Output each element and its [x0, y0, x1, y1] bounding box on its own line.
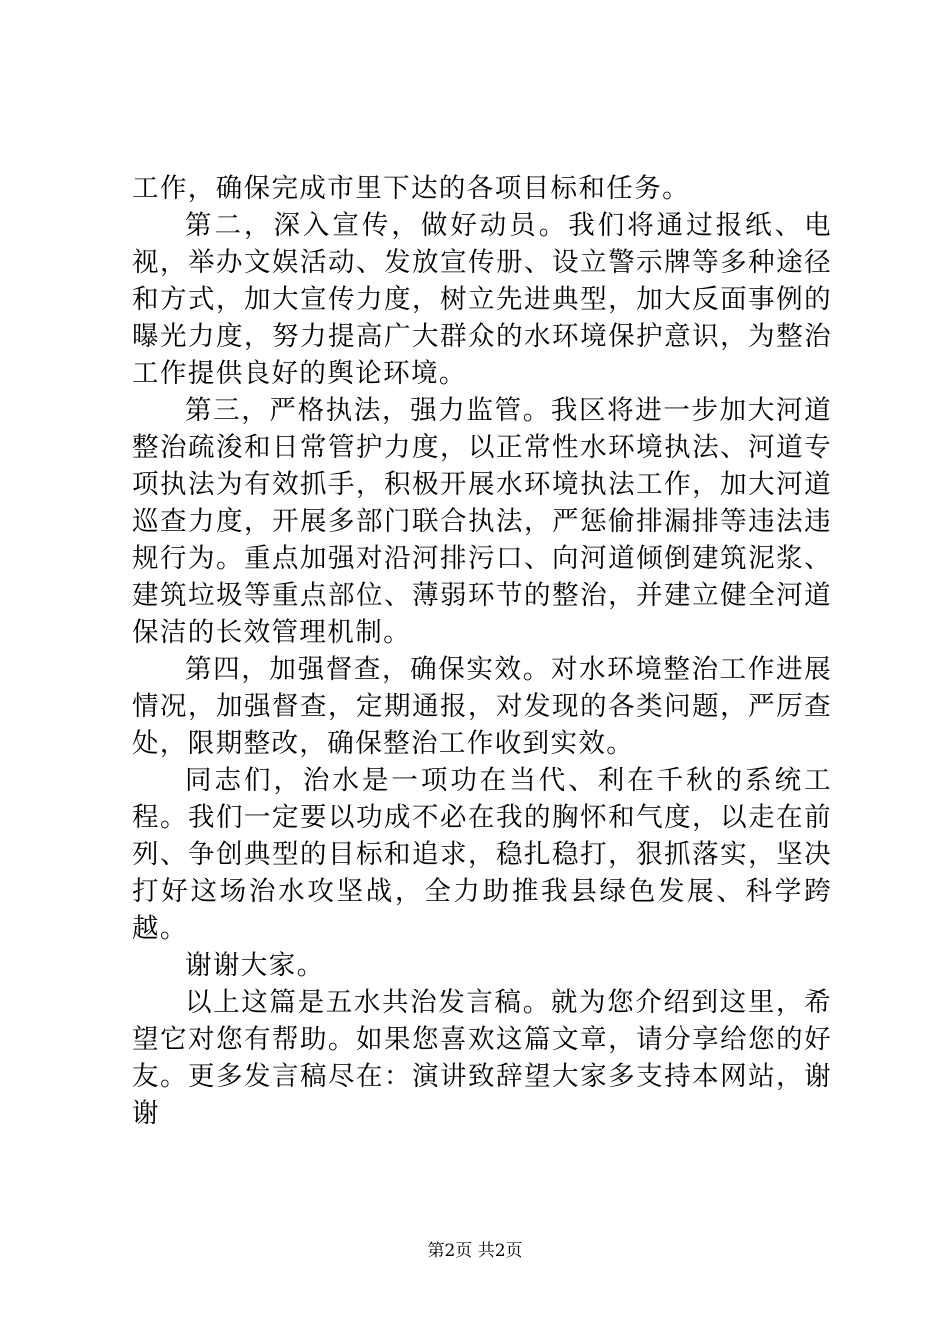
paragraph-continuation: 工作，确保完成市里下达的各项目标和任务。	[132, 173, 690, 204]
paragraph-second-point: 第二，深入宣传，做好动员。我们将通过报纸、电视，举办文娱活动、发放宣传册、设立警示牌等多种途径和方式，加大宣传力度，树立先进典型，加大反面事例的曝光力度，努力提高广大群众的水环境保护意识，为整治工作提供良好的舆论环境。	[132, 210, 832, 389]
paragraph-thanks: 谢谢大家。	[185, 950, 325, 981]
page-number-footer: 第2页 共2页	[427, 1241, 523, 1261]
paragraph-third-point: 第三，严格执法，强力监管。我区将进一步加大河道整治疏浚和日常管护力度，以正常性水环境执法、河道专项执法为有效抓手，积极开展水环境执法工作，加大河道巡查力度，开展多部门联合执法，严惩偷排漏排等违法违规行为。重点加强对沿河排污口、向河道倾倒建筑泥浆、建筑垃圾等重点部位、薄弱环节的整治，并建立健全河道保洁的长效管理机制。	[132, 395, 832, 648]
paragraph-site-note: 以上这篇是五水共治发言稿。就为您介绍到这里，希望它对您有帮助。如果您喜欢这篇文章，请分享给您的好友。更多发言稿尽在：演讲致辞望大家多支持本网站，谢谢	[132, 987, 832, 1129]
paragraph-closing-remarks: 同志们，治水是一项功在当代、利在千秋的系统工程。我们一定要以功成不必在我的胸怀和气度，以走在前列、争创典型的目标和追求，稳扎稳打，狠抓落实，坚决打好这场治水攻坚战，全力助推我县绿色发展、科学跨越。	[132, 765, 832, 944]
document-body	[132, 170, 832, 1132]
paragraph-fourth-point: 第四，加强督查，确保实效。对水环境整治工作进展情况，加强督查，定期通报，对发现的各类问题，严厉查处，限期整改，确保整治工作收到实效。	[132, 654, 832, 759]
